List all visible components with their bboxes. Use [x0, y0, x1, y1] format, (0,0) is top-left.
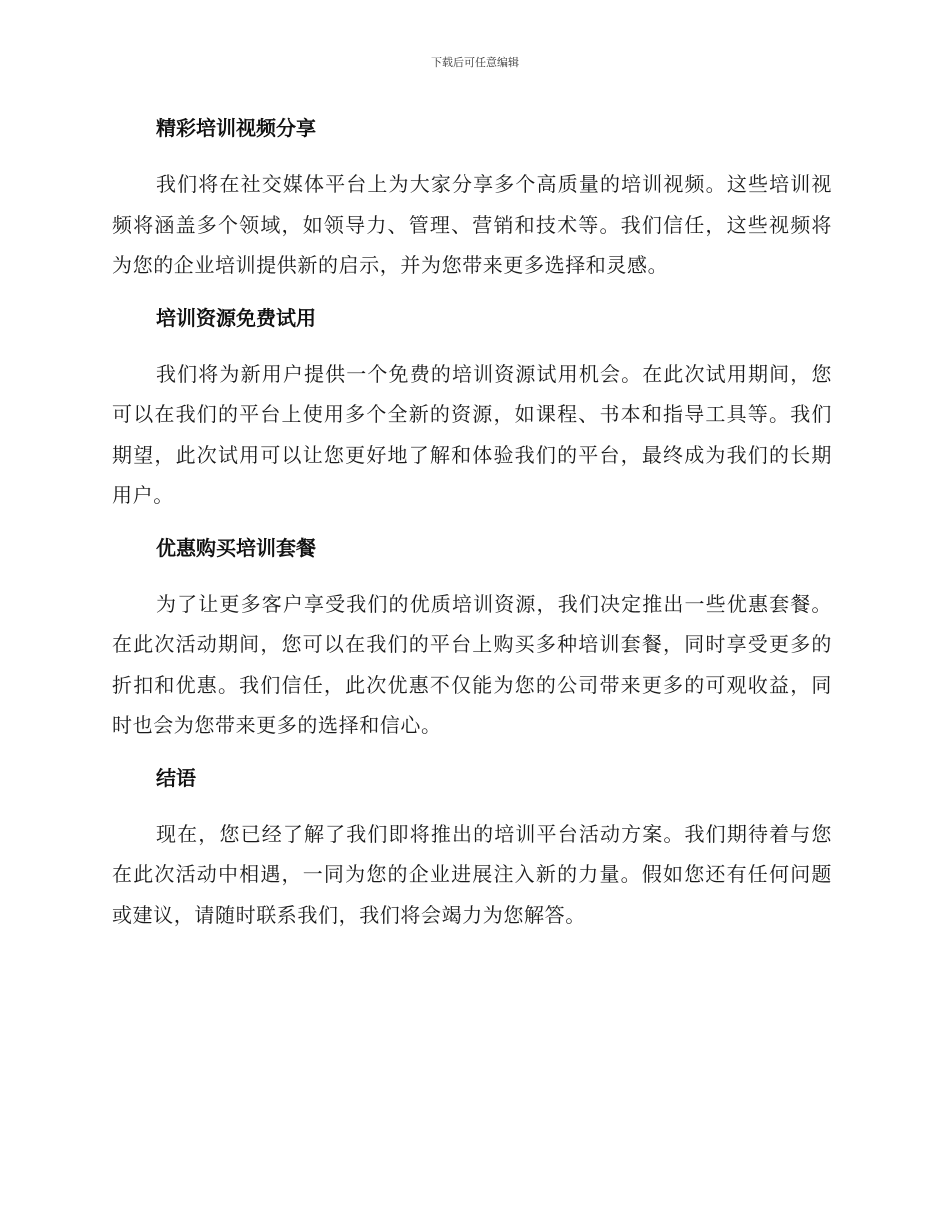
section-paragraph-free-trial: 我们将为新用户提供一个免费的培训资源试用机会。在此次试用期间，您可以在我们的平台上使用多个全新的资源，如课程、书本和指导工具等。我们期望，此次试用可以让您更好地了解和体验我们的平台，最终成为我们的长期用户。	[112, 361, 832, 507]
section-paragraph-video-sharing: 我们将在社交媒体平台上为大家分享多个高质量的培训视频。这些培训视频将涵盖多个领域，如领导力、管理、营销和技术等。我们信任，这些视频将为您的企业培训提供新的启示，并为您带来更多选择和灵感。	[112, 172, 832, 277]
section-heading-conclusion: 结语	[156, 765, 196, 790]
section-paragraph-conclusion: 现在，您已经了解了我们即将推出的培训平台活动方案。我们期待着与您在此次活动中相遇，一同为您的企业进展注入新的力量。假如您还有任何问题或建议，请随时联系我们，我们将会竭力为您解答。	[112, 821, 832, 927]
section-heading-discount-packages: 优惠购买培训套餐	[156, 535, 316, 560]
section-paragraph-discount-packages: 为了让更多客户享受我们的优质培训资源，我们决定推出一些优惠套餐。在此次活动期间，您可以在我们的平台上购买多种培训套餐，同时享受更多的折扣和优惠。我们信任，此次优惠不仅能为您的公司带来更多的可观收益，同时也会为您带来更多的选择和信心。	[112, 591, 832, 737]
section-heading-free-trial: 培训资源免费试用	[156, 305, 316, 330]
document-body	[112, 108, 832, 935]
page-header-note: 下载后可任意编辑	[431, 56, 519, 69]
section-heading-video-sharing: 精彩培训视频分享	[156, 116, 316, 140]
